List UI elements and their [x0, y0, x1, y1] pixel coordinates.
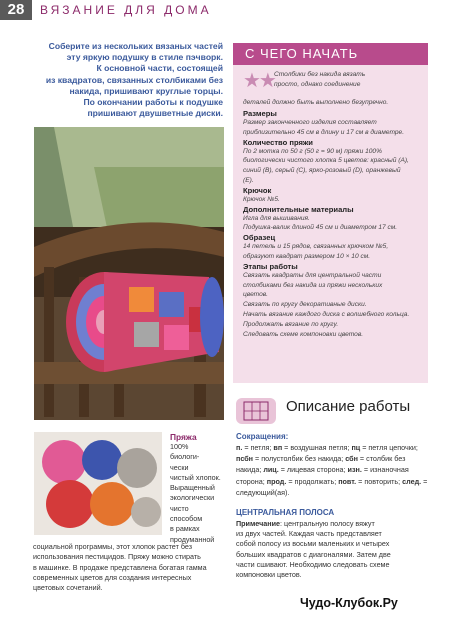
section-heading: Дополнительные материалы [243, 204, 354, 214]
abbr-term: сбн [345, 454, 358, 464]
abbr-def: = продолжать; [286, 476, 339, 486]
knitting-chart-icon [236, 398, 276, 424]
abbreviations-list [236, 442, 431, 498]
note-line: просто, однако соединение [274, 80, 361, 88]
central-line: собой полосу из восьми маленьких и четырех [236, 539, 390, 549]
work-description-title: Описание работы [286, 398, 411, 415]
section-line: Начать вязание каждого диска с волшебного кольца. [243, 310, 410, 318]
central-line: компоновки цветов. [236, 570, 302, 580]
yarn-line: цветовых сочетаний. [33, 583, 103, 593]
yarn-line: способом [170, 514, 203, 524]
section-line: образуют квадрат размером 10 × 10 см. [243, 252, 371, 260]
section-line: цветов. [243, 291, 269, 299]
yarn-line: продуманной [170, 534, 215, 544]
section-line: Крючок №5. [243, 195, 280, 203]
section-line: Подушка-валик длиной 45 см и диаметром 17 см. [243, 224, 398, 232]
section-heading: Этапы работы [243, 261, 298, 271]
abbr-term: псбн [236, 454, 254, 464]
section-line: (E). [243, 176, 254, 184]
section-line: биологически чистого хлопка 5 цветов: красный (A), [243, 157, 409, 165]
central-line: части сшивают. Необходимо следовать схеме [236, 559, 390, 569]
central-line: : центральную полосу вяжут [280, 519, 375, 528]
abbr-term: пц [351, 443, 361, 452]
yarn-text-continued [33, 542, 228, 593]
section-line: 14 петель и 15 рядов, связанных крючком №5, [243, 243, 389, 251]
yarn-line: чисто [170, 503, 189, 513]
section-line: Продолжать вязание по кругу. [243, 320, 339, 328]
intro-text [28, 41, 223, 119]
yarn-line: современных цветов для создания интересных [33, 572, 192, 582]
section-line: Игла для вышивания. [243, 214, 310, 222]
section-heading: Размеры [243, 109, 277, 118]
intro-line: накида, пришивают круглые торцы. [69, 85, 223, 96]
difficulty-note [274, 70, 424, 89]
abbr-def: = лицевая сторона; [278, 465, 348, 475]
start-box-sections [243, 109, 426, 339]
yarn-line: Выращенный [170, 483, 215, 493]
difficulty-note-2: деталей должно быть выполнено безупречно. [243, 99, 389, 106]
page-number: 28 [0, 0, 32, 20]
abbreviations-heading: Сокращения: [236, 432, 289, 441]
central-strip-text [236, 519, 431, 580]
abbr-term: вп [273, 443, 283, 452]
section-line: столбиками без накида из пряжи нескольких [243, 281, 383, 289]
intro-line: К основной части, состоящей [96, 63, 223, 74]
section-line: приблизительно 45 см в длину и 17 см в диаметре. [243, 128, 405, 136]
section-line: По 2 мотка по 50 г (50 г = 90 м) пряжи 100% [243, 147, 382, 155]
yarn-line: социальной программы, этот хлопок растет без [33, 542, 193, 551]
abbr-def: = петля; [242, 443, 274, 452]
yarn-line: в машинке. В продаже представлена богатая гамма [33, 562, 207, 572]
intro-line: из квадратов, связанных столбиками без [45, 74, 223, 85]
abbr-term: повт. [338, 476, 357, 486]
abbr-def: = повторить; [356, 476, 403, 486]
intro-line: эту яркую подушку в стиле пэчворк. [66, 52, 223, 63]
yarn-photo [34, 432, 162, 535]
abbr-def: = полустолбик без накида; [253, 454, 346, 464]
central-line: из двух частей. Каждая часть представляет [236, 529, 382, 539]
intro-line: Соберите из нескольких вязаных частей [48, 41, 223, 51]
intro-line: По окончании работы к подушке [83, 97, 223, 108]
section-heading: Образец [243, 233, 276, 243]
yarn-line: использования пестицидов. Пряжу можно стирать [33, 552, 201, 562]
abbr-def: = следующий(ая). [236, 476, 428, 497]
abbr-def: = столбик без накида; [236, 454, 406, 475]
section-heading: Крючок [243, 185, 272, 195]
site-watermark: Чудо-Клубок.Ру [300, 596, 398, 610]
central-line: больших квадратов с диагоналями. Затем две [236, 549, 391, 559]
yarn-line: чески [170, 462, 189, 472]
abbr-term: изн. [347, 465, 362, 475]
section-line: Связать по кругу декоративные диски. [243, 301, 367, 309]
abbr-term: прод. [266, 476, 287, 486]
note-label: Примечание [236, 519, 281, 528]
abbr-def: = петля цепочки; [360, 443, 418, 452]
section-title: ВЯЗАНИЕ ДЛЯ ДОМА [40, 3, 212, 17]
start-box-title: С ЧЕГО НАЧАТЬ [245, 46, 359, 61]
abbr-term: п. [236, 443, 243, 452]
yarn-line: биологи- [170, 452, 200, 462]
section-line: Размер законченного изделия составляет [243, 119, 377, 126]
yarn-text [170, 442, 230, 545]
yarn-heading: Пряжа [170, 432, 197, 442]
yarn-line: в рамках [170, 524, 200, 534]
intro-line: пришивают двушветные диски. [87, 108, 223, 119]
note-line: Столбики без накида вязать [274, 71, 366, 78]
central-strip-heading: ЦЕНТРАЛЬНАЯ ПОЛОСА [236, 508, 335, 517]
difficulty-stars-icon: ★★ [243, 70, 275, 92]
abbr-term: след. [402, 476, 422, 486]
abbr-term: лиц. [263, 465, 279, 475]
abbr-def: = изнаночная сторона; [236, 465, 409, 486]
section-line: синий (B), серый (C), ярко-розовый (D), оранжевый [243, 167, 401, 175]
yarn-line: экологически [170, 493, 215, 503]
abbr-def: = воздушная петля; [282, 443, 352, 452]
section-line: Следовать схеме компоновки цветов. [243, 330, 364, 338]
yarn-line: 100% [170, 442, 189, 451]
pillow-photo [34, 127, 224, 420]
section-heading: Количество пряжи [243, 137, 313, 147]
section-line: Связать квадраты для центральной части [243, 271, 382, 279]
yarn-line: чистый хлопок. [170, 472, 221, 482]
